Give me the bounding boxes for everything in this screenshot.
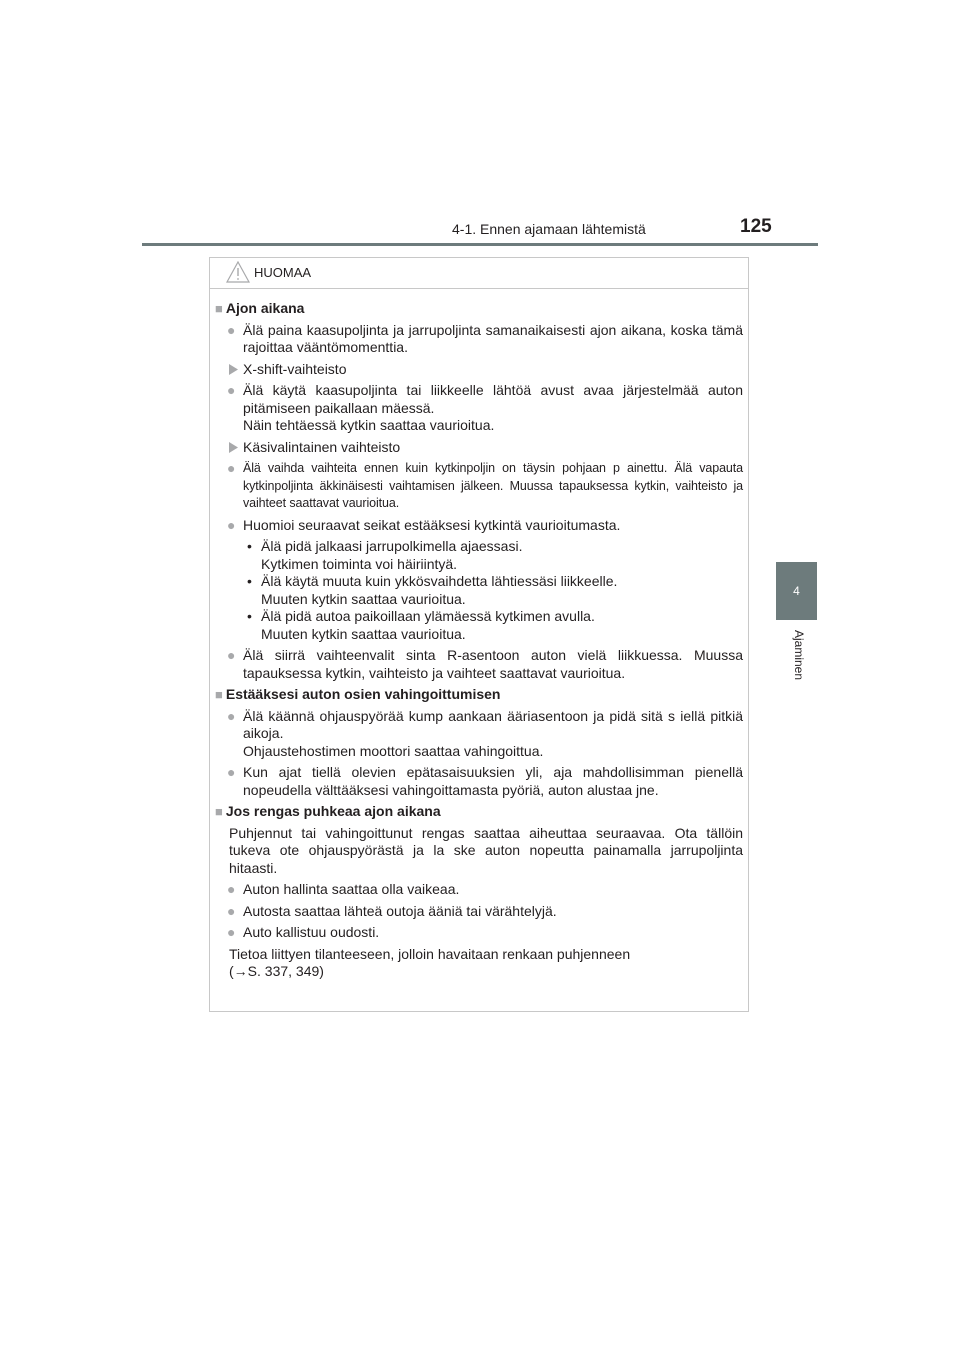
paragraph: Puhjennut tai vahingoittunut rengas saattaa aiheuttaa seuraavaa. Ota tällöin tukeva ote ohjauspyörästä ja la ske auton nopeutta painamalla jarrupoljinta hitaasti. xyxy=(229,824,743,876)
section-title: 4-1. Ennen ajamaan lähtemistä xyxy=(452,221,646,237)
notice-body xyxy=(215,300,743,985)
circle-bullet-icon: ● xyxy=(227,764,236,780)
list-item: ● Auto kallistuu oudosti. xyxy=(227,924,380,940)
sub-list xyxy=(215,538,743,643)
list-item: ● Älä käännä ohjauspyörää kump aankaan ääriasentoon ja pidä sitä s iellä pitkiä aikoja. Ohjaustehostimen moottori saattaa vahingoittua. xyxy=(227,707,743,759)
list-item: ● Autosta saattaa lähteä outoja ääniä tai värähtelyjä. xyxy=(227,902,557,919)
warning-triangle-icon xyxy=(226,261,250,283)
circle-bullet-icon: ● xyxy=(227,516,236,533)
sub-list-item: • Älä pidä autoa paikoillaan ylämäessä kytkimen avulla. Muuten kytkin saattaa vaurioitua. xyxy=(247,608,595,642)
circle-bullet-icon: ● xyxy=(227,902,236,919)
triangle-marker-icon xyxy=(229,442,238,453)
sub-list-item: • Älä pidä jalkaasi jarrupolkimella ajaessasi. Kytkimen toiminta voi häiriintyä. xyxy=(247,538,523,572)
square-bullet-icon: ■ xyxy=(215,804,223,819)
subheading: Käsivalintainen vaihteisto xyxy=(215,439,743,457)
circle-bullet-icon: ● xyxy=(227,881,236,897)
header-rule xyxy=(142,243,818,246)
list-item: ● Auton hallinta saattaa olla vaikeaa. xyxy=(227,881,460,897)
sub-list-item: • Älä käytä muuta kuin ykkösvaihdetta lähtiessäsi liikkeelle. Muuten kytkin saattaa vaurioitua. xyxy=(247,573,618,607)
circle-bullet-icon: ● xyxy=(227,924,236,940)
section-heading: ■ Ajon aikana xyxy=(215,300,305,316)
square-bullet-icon: ■ xyxy=(215,687,223,702)
notice-title: HUOMAA xyxy=(254,265,312,280)
list-item: ● Älä käytä kaasupoljinta tai liikkeelle lähtöä avust avaa järjestelmää auton pitämiseen paikallaan mäessä. Näin tehtäessä kytkin saattaa vaurioitua. xyxy=(227,382,743,433)
circle-bullet-icon: ● xyxy=(227,321,236,338)
triangle-marker-icon xyxy=(229,364,238,375)
subheading: X-shift-vaihteisto xyxy=(215,361,743,379)
circle-bullet-icon: ● xyxy=(227,647,236,663)
page-number: 125 xyxy=(740,216,772,237)
section-heading: ■ Jos rengas puhkeaa ajon aikana xyxy=(215,803,441,819)
notice-header xyxy=(210,258,748,289)
paragraph: Tietoa liittyen tilanteeseen, jolloin havaitaan renkaan puhjenneen (→S. 337, 349) xyxy=(229,945,631,979)
list-item: ● Älä vaihda vaihteita ennen kuin kytkinpoljin on täysin pohjaan p ainettu. Älä vapauta kytkinpoljinta äkkinäisesti vaihtamisen jälkeen. Muussa tapauksessa kytkin, vaihteisto ja vaihteet saattavat vaurioitua. xyxy=(227,460,743,510)
list-item: ● Älä siirrä vaihteenvalit sinta R-asentoon auton vielä liikkuessa. Muussa tapauksessa kytkin, vaihteisto ja vaihteet saattavat vaurioitua. xyxy=(227,647,743,681)
circle-bullet-icon: ● xyxy=(227,382,236,398)
list-item: ● Huomioi seuraavat seikat estääksesi kytkintä vaurioitumasta. xyxy=(227,516,621,533)
chapter-label: Ajaminen xyxy=(792,630,806,681)
square-bullet-icon: ■ xyxy=(215,301,223,316)
chapter-tab xyxy=(776,562,817,620)
page-reference: (→S. 337, 349) xyxy=(229,963,324,979)
section-heading: ■ Estääksesi auton osien vahingoittumisen xyxy=(215,686,501,702)
notice-box xyxy=(209,257,749,1012)
circle-bullet-icon: ● xyxy=(227,460,236,476)
circle-bullet-icon: ● xyxy=(227,707,236,724)
list-item: ● Älä paina kaasupoljinta ja jarrupoljinta samanaikaisesti ajon aikana, koska tämä rajoittaa vääntömomenttia. xyxy=(227,321,743,355)
list-item: ● Kun ajat tiellä olevien epätasaisuuksien yli, aja mahdollisimman pienellä nopeudella välttääksesi vahingoittamasta pyöriä, auton alustaa jne. xyxy=(227,764,743,798)
chapter-number: 4 xyxy=(793,584,800,598)
